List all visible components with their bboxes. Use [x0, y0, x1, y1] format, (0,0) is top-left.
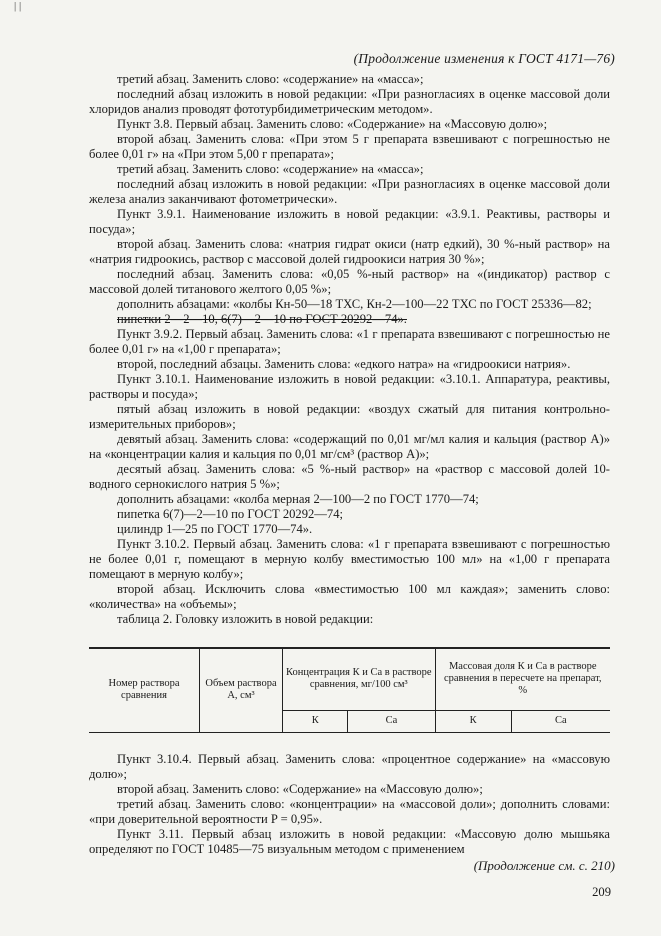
paragraph: Пункт 3.9.1. Наименование изложить в новой редакции: «3.9.1. Реактивы, растворы и посуда»;	[89, 207, 610, 236]
paragraph: второй, последний абзацы. Заменить слова: «едкого натра» на «гидроокиси натрия».	[117, 357, 571, 371]
paragraph: третий абзац. Заменить слово: «содержание» на «масса»;	[117, 162, 424, 176]
paragraph: второй абзац. Заменить слово: «Содержание» на «Массовую долю»;	[117, 782, 483, 796]
paragraph: Пункт 3.10.2. Первый абзац. Заменить слова: «1 г препарата взвешивают с погрешностью не более 0,01 г, помещают в мерную колбу вместимостью 100 мл» на «1,00 г препарата помещают в мерную колбу»;	[89, 537, 610, 581]
paragraph: дополнить абзацами: «колбы Кн-50—18 ТХС, Кн-2—100—22 ТХС по ГОСТ 25336—82;	[117, 297, 592, 311]
corner-mark: | |	[14, 0, 22, 12]
paragraph: Пункт 3.10.1. Наименование изложить в новой редакции: «3.10.1. Аппаратура, реактивы, растворы и посуда»;	[89, 372, 610, 401]
paragraph: третий абзац. Заменить слово: «концентрации» на «массовой доли»; дополнить словами: «при доверительной вероятности P = 0,95».	[89, 797, 610, 826]
table-subheader-ca: Са	[511, 710, 610, 732]
paragraph: Пункт 3.10.4. Первый абзац. Заменить слова: «процентное содержание» на «массовую долю»;	[89, 752, 610, 781]
paragraph: десятый абзац. Заменить слова: «5 %-ный раствор» на «раствор с массовой долей 10-водного сернокислого натрия 5 %»;	[89, 462, 610, 491]
paragraph: третий абзац. Заменить слово: «содержание» на «масса»;	[117, 72, 424, 86]
paragraph: Пункт 3.9.2. Первый абзац. Заменить слова: «1 г препарата взвешивают с погрешностью не более 0,01 г» на «1,00 г препарата»;	[89, 327, 610, 356]
table-subheader-k: К	[283, 710, 348, 732]
paragraph: Пункт 3.11. Первый абзац изложить в новой редакции: «Массовую долю мышьяка определяют по ГОСТ 10485—75 визуальным методом с применением	[89, 827, 610, 856]
paragraph: цилиндр 1—25 по ГОСТ 1770—74».	[117, 522, 313, 536]
paragraph: последний абзац изложить в новой редакции: «При разногласиях в оценке массовой доли железа анализ заканчивают фотометрически».	[89, 177, 610, 206]
paragraph: второй абзац. Заменить слова: «При этом 5 г препарата взвешивают с погрешностью не более 0,01 г» на «При этом 5,00 г препарата»;	[89, 132, 610, 161]
paragraph: дополнить абзацами: «колба мерная 2—100—2 по ГОСТ 1770—74;	[117, 492, 479, 506]
table-subheader-k: К	[435, 710, 511, 732]
page-number: 209	[592, 885, 611, 899]
paragraph: девятый абзац. Заменить слова: «содержащий по 0,01 мг/мл калия и кальция (раствор А)» на «концентрации калия и кальция по 0,01 мг/см³ (раствор А)»;	[89, 432, 610, 461]
table-header-mass-fraction: Массовая доля К и Са в растворе сравнения в пересчете на препарат, %	[435, 648, 610, 710]
paragraph: второй абзац. Заменить слова: «натрия гидрат окиси (натр едкий), 30 %-ный раствор» на «натрия гидроокись, раствор с массовой долей гидроокиси натрия 30 %»;	[89, 237, 610, 266]
struck-paragraph: пипетки 2—2—10, 6(7)—2—10 по ГОСТ 20292—74».	[117, 312, 407, 326]
table-2-header	[89, 647, 610, 733]
paragraph: пипетка 6(7)—2—10 по ГОСТ 20292—74;	[117, 507, 343, 521]
table-subheader-ca: Са	[348, 710, 435, 732]
running-header: (Продолжение изменения к ГОСТ 4171—76)	[353, 51, 615, 66]
main-text	[89, 72, 610, 627]
paragraph: второй абзац. Исключить слова «вместимостью 100 мл каждая»; заменить слово: «количества» на «объемы»;	[89, 582, 610, 611]
paragraph: последний абзац. Заменить слова: «0,05 %-ный раствор» на «(индикатор) раствор с массовой долей титанового желтого 0,05 %»;	[89, 267, 610, 296]
table-header-concentration: Концентрация К и Са в растворе сравнения, мг/100 см³	[283, 648, 436, 710]
paragraph: пятый абзац изложить в новой редакции: «воздух сжатый для питания контрольно-измерительных приборов»;	[89, 402, 610, 431]
table-header-volume: Объем раствора А, см³	[200, 648, 283, 732]
continuation-note: (Продолжение см. с. 210)	[473, 858, 615, 873]
paragraph: таблица 2. Головку изложить в новой редакции:	[117, 612, 374, 626]
table-header-solution-number: Номер раствора сравнения	[89, 648, 200, 732]
paragraph: Пункт 3.8. Первый абзац. Заменить слово: «Содержание» на «Массовую долю»;	[117, 117, 548, 131]
paragraph: последний абзац изложить в новой редакции: «При разногласиях в оценке массовой доли хлоридов анализ проводят фототурбидиметрическим методом».	[89, 87, 610, 116]
text-after-table	[89, 752, 610, 857]
